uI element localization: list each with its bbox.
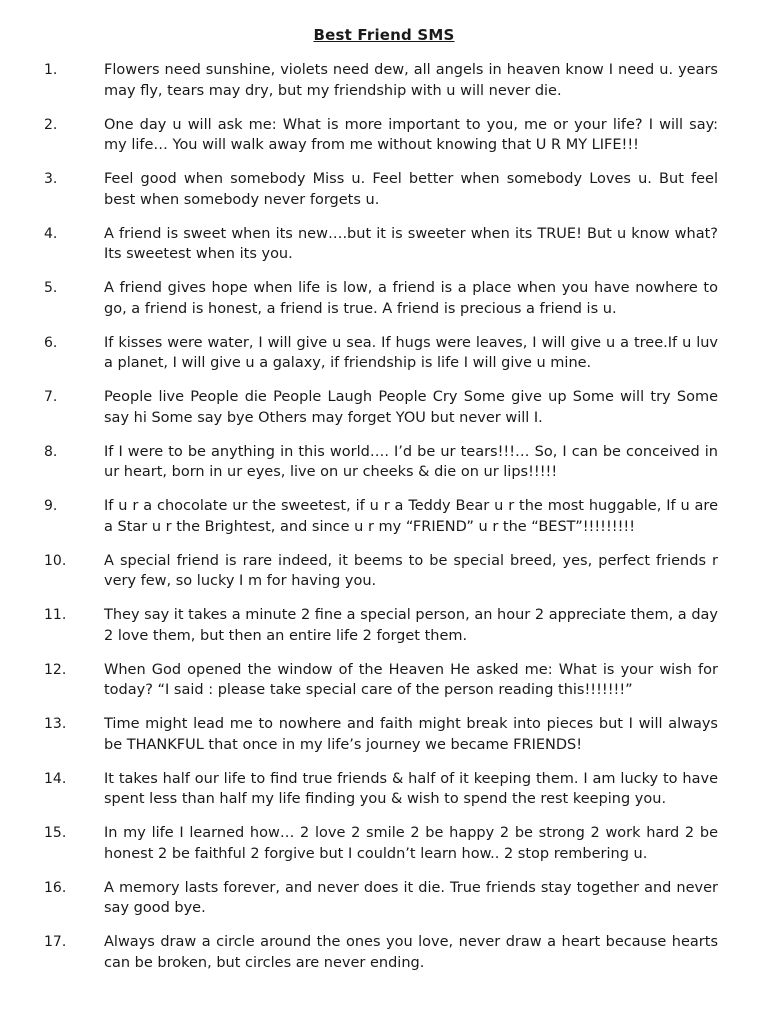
item-text: Feel good when somebody Miss u. Feel better when somebody Loves u. But feel best when somebody never forgets u. xyxy=(104,171,718,208)
item-number: 4. xyxy=(44,225,58,242)
item-number: 10. xyxy=(44,552,67,569)
item-number: 16. xyxy=(44,879,67,896)
item-text: A memory lasts forever, and never does it die. True friends stay together and never say good bye. xyxy=(104,879,718,916)
list-item xyxy=(0,278,768,319)
list-item xyxy=(0,115,768,156)
item-number: 9. xyxy=(44,498,58,514)
item-number: 7. xyxy=(44,389,58,405)
list-item xyxy=(0,660,768,701)
item-number: 11. xyxy=(44,607,67,623)
item-text: It takes half our life to find true friends & half of it keeping them. I am lucky to have spent less than half my life finding you & wish to spend the rest keeping you. xyxy=(104,770,718,807)
item-text: If I were to be anything in this world…. I’d be ur tears!!!… So, I can be conceived in ur heart, born in ur eyes, live on ur cheeks & die on ur lips!!!!! xyxy=(104,443,718,480)
list-item xyxy=(0,769,768,810)
list-item xyxy=(0,387,768,428)
list-item xyxy=(0,551,768,592)
list-item xyxy=(0,169,768,210)
item-number: 13. xyxy=(44,716,67,732)
item-number: 1. xyxy=(44,62,58,78)
item-number: 5. xyxy=(44,280,58,296)
list-item xyxy=(0,333,768,374)
item-number: 2. xyxy=(44,116,58,133)
item-text: One day u will ask me: What is more important to you, me or your life? I will say: my life… You will walk away from me without knowing that U R MY LIFE!!! xyxy=(104,116,718,153)
item-text: If kisses were water, I will give u sea. If hugs were leaves, I will give u a tree.If u luv a planet, I will give u a galaxy, if friendship is life I will give u mine. xyxy=(104,334,718,371)
list-item xyxy=(0,878,768,919)
list-item xyxy=(0,496,768,537)
sms-list xyxy=(0,60,768,987)
list-item xyxy=(0,60,768,101)
item-number: 14. xyxy=(44,770,67,787)
item-text: When God opened the window of the Heaven He asked me: What is your wish for today? “I said : please take special care of the person reading this!!!!!!!” xyxy=(104,661,718,698)
list-item xyxy=(0,932,768,973)
item-text: Flowers need sunshine, violets need dew, all angels in heaven know I need u. years may fly, tears may dry, but my friendship with u will never die. xyxy=(104,62,718,99)
item-text: Always draw a circle around the ones you love, never draw a heart because hearts can be broken, but circles are never ending. xyxy=(104,934,718,971)
list-item xyxy=(0,605,768,646)
item-number: 6. xyxy=(44,334,58,351)
page-title: Best Friend SMS xyxy=(313,26,455,44)
list-item xyxy=(0,224,768,265)
list-item xyxy=(0,823,768,864)
item-number: 3. xyxy=(44,171,58,187)
item-number: 8. xyxy=(44,443,58,460)
list-item xyxy=(0,442,768,483)
item-text: In my life I learned how… 2 love 2 smile 2 be happy 2 be strong 2 work hard 2 be honest 2 be faithful 2 forgive but I couldn’t learn how.. 2 stop rembering u. xyxy=(104,825,718,862)
item-number: 17. xyxy=(44,934,67,950)
item-text: A friend is sweet when its new….but it is sweeter when its TRUE! But u know what? Its sweetest when its you. xyxy=(104,225,718,262)
item-text: They say it takes a minute 2 fine a special person, an hour 2 appreciate them, a day 2 love them, but then an entire life 2 forget them. xyxy=(104,607,718,644)
item-text: Time might lead me to nowhere and faith might break into pieces but I will always be THANKFUL that once in my life’s journey we became FRIENDS! xyxy=(104,716,718,753)
item-text: A special friend is rare indeed, it beems to be special breed, yes, perfect friends r very few, so lucky I m for having you. xyxy=(104,552,718,589)
item-text: People live People die People Laugh People Cry Some give up Some will try Some say hi Some say bye Others may forget YOU but never will I. xyxy=(104,389,718,426)
item-text: A friend gives hope when life is low, a friend is a place when you have nowhere to go, a friend is honest, a friend is true. A friend is precious a friend is u. xyxy=(104,280,718,317)
list-item xyxy=(0,714,768,755)
item-number: 15. xyxy=(44,825,67,841)
item-text: If u r a chocolate ur the sweetest, if u r a Teddy Bear u r the most huggable, If u are a Star u r the Brightest, and since u r my “FRIEND” u r the “BEST”!!!!!!!!! xyxy=(104,498,718,535)
item-number: 12. xyxy=(44,661,67,678)
